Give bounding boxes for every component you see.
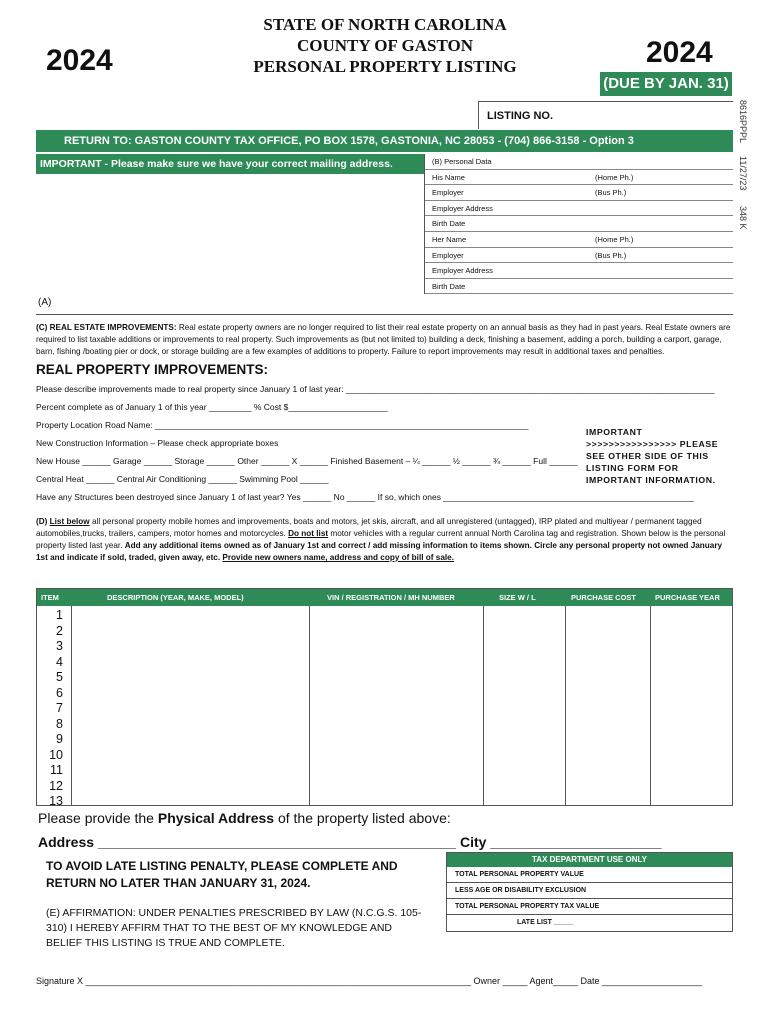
her-name-field[interactable]: Her Name (Home Ph.) <box>425 232 733 248</box>
new-construction-info: New Construction Information – Please check appropriate boxes <box>36 438 279 448</box>
his-employer-address-field[interactable]: Employer Address <box>425 201 733 217</box>
real-property-improvements-title: REAL PROPERTY IMPROVEMENTS: <box>36 362 269 377</box>
column-divider <box>565 606 566 805</box>
physical-address-prompt: Please provide the Physical Address of the property listed above: <box>38 810 451 826</box>
listing-no-field[interactable] <box>478 101 733 129</box>
late-list-row: LATE LIST _____ <box>517 919 574 926</box>
table-row: 5 <box>56 670 63 684</box>
table-row: 2 <box>56 623 63 638</box>
total-pp-value-row: TOTAL PERSONAL PROPERTY VALUE <box>447 867 732 883</box>
personal-property-table <box>36 588 733 806</box>
return-to-bar: RETURN TO: GASTON COUNTY TAX OFFICE, PO BOX 1578, GASTONIA, NC 28053 - (704) 866-3158 - Option 3 <box>36 130 733 152</box>
table-row: 4 <box>56 654 63 669</box>
affirmation-text: (E) AFFIRMATION: UNDER PENALTIES PRESCRIBED BY LAW (N.C.G.S. 105-310) I HEREBY AFFIRM THAT TO THE BEST OF MY KNOWLEDGE AND BELIEF THIS LISTING IS TRUE AND COMPLETE. <box>46 907 422 949</box>
his-employer-field[interactable]: Employer (Bus Ph.) <box>425 185 733 201</box>
column-divider <box>71 606 72 805</box>
total-pp-tax-value-row: TOTAL PERSONAL PROPERTY TAX VALUE <box>447 899 732 915</box>
exclusion-row: LESS AGE OR DISABILITY EXCLUSION <box>447 883 732 899</box>
table-row: 12 <box>49 778 63 793</box>
table-row: 13 <box>49 794 63 808</box>
improvements-description-line[interactable]: Please describe improvements made to real property since January 1 of last year: ______________________________________________________________________________ <box>36 384 715 394</box>
personal-data-box <box>424 154 733 294</box>
column-divider <box>650 606 651 805</box>
important-see-other-side: IMPORTANT >>>>>>>>>>>>>>>> PLEASE SEE OTHER SIDE OF THIS LISTING FORM FOR IMPORTANT INFORMATION. <box>586 427 719 485</box>
section-a-label: (A) <box>38 297 52 308</box>
listing-no-label: LISTING NO. <box>487 110 553 122</box>
tax-department-title: TAX DEPARTMENT USE ONLY <box>447 853 732 867</box>
property-location-line[interactable]: Property Location Road Name: _______________________________________________________________________________ <box>36 420 529 430</box>
header-size: SIZE W / L <box>499 593 536 602</box>
header-description: DESCRIPTION (YEAR, MAKE, MODEL) <box>107 593 244 602</box>
her-employer-address-field[interactable]: Employer Address <box>425 263 733 279</box>
her-birth-date-field[interactable]: Birth Date <box>425 279 733 295</box>
structures-destroyed-line[interactable]: Have any Structures been destroyed since January 1 of last year? Yes ______ No ______ If so, which ones _____________________________________________________ <box>36 492 694 502</box>
title-line-3: PERSONAL PROPERTY LISTING <box>253 57 517 76</box>
important-address-bar: IMPORTANT - Please make sure we have your correct mailing address. <box>36 154 424 174</box>
side-code-1: 8616PPPL <box>738 100 748 144</box>
his-birth-date-field[interactable]: Birth Date <box>425 216 733 232</box>
form-title <box>230 14 540 77</box>
section-c-paragraph <box>36 322 736 358</box>
item-numbers <box>37 608 63 810</box>
year-right: 2024 <box>646 36 713 69</box>
table-row: 11 <box>50 763 63 777</box>
construction-checkboxes-line[interactable]: New House ______ Garage ______ Storage ______ Other ______ X ______ Finished Basement – ¼ ______ ½ ______ ¾ ______ Full ______ <box>36 456 578 466</box>
column-divider <box>483 606 484 805</box>
signature-line[interactable]: Signature X _____________________________________________________________________________ Owner _____ Agent_____ Date ____________________ <box>36 976 703 986</box>
title-line-1: STATE OF NORTH CAROLINA <box>263 15 507 34</box>
table-row: 9 <box>56 732 63 746</box>
heat-air-pool-line[interactable]: Central Heat ______ Central Air Conditioning ______ Swimming Pool ______ <box>36 474 329 484</box>
section-c-heading: (C) REAL ESTATE IMPROVEMENTS: <box>36 323 177 332</box>
table-row: 8 <box>56 716 63 731</box>
personal-data-title: (B) Personal Data <box>425 154 733 170</box>
address-city-line[interactable]: Address ______________________________________________ City ______________________ <box>38 834 662 850</box>
percent-complete-line[interactable]: Percent complete as of January 1 of this year _________ % Cost $_____________________ <box>36 402 388 412</box>
title-line-2: COUNTY OF GASTON <box>296 36 473 55</box>
divider <box>36 314 733 315</box>
table-row: 3 <box>56 639 63 653</box>
header-purchase-year: PURCHASE YEAR <box>655 593 720 602</box>
late-penalty-notice: TO AVOID LATE LISTING PENALTY, PLEASE COMPLETE AND RETURN NO LATER THAN JANUARY 31, 2024. <box>46 859 398 890</box>
table-row: 6 <box>56 685 63 700</box>
side-code-2: 11/27/23 <box>738 156 748 191</box>
column-divider <box>309 606 310 805</box>
mailing-address-box[interactable] <box>36 174 424 314</box>
side-code-3: 348 K <box>738 206 748 230</box>
year-left: 2024 <box>46 44 113 77</box>
her-employer-field[interactable]: Employer (Bus Ph.) <box>425 248 733 264</box>
header-vin: VIN / REGISTRATION / MH NUMBER <box>327 593 455 602</box>
section-c-text: Real estate property owners are no longer required to list their real estate property on an annual basis as they had in past years. Real Estate owners are required to list taxable additions or improvements to real property. Such improvements as (but not limited to) building a deck, finishing a basement, adding a porch, building a carport, garage, barn, fishing /boating pier or dock, or storage building are a few examples of additions to property. Failure to report improvements may result in additional taxes and penalties. <box>36 323 731 356</box>
table-row: 10 <box>49 747 63 762</box>
section-d-paragraph: (D) List below all personal property mobile homes and improvements, boats and motors, jet skis, aircraft, and all unregistered (untagged), IRP plated and multiyear / permanent tagged automobiles,trucks, trailers, campers, motor homes and motorcycles. Do not list motor vehicles with a regular current annual North Carolina tag and registration. Shown below is the personal property listed last year. Add any additional items owned as of January 1st and correct / add missing information to items shown. Circle any personal property not owned January 1st and indicate if sold, traded, given away, etc. Provide new owners name, address and copy of bill of sale. <box>36 517 726 562</box>
table-row: 1 <box>56 608 63 622</box>
tax-department-box <box>446 852 733 932</box>
his-name-field[interactable]: His Name (Home Ph.) <box>425 170 733 186</box>
due-date-badge: (DUE BY JAN. 31) <box>600 72 732 96</box>
header-purchase-cost: PURCHASE COST <box>571 593 637 602</box>
table-header <box>37 589 732 606</box>
table-row: 7 <box>56 701 63 715</box>
header-item: ITEM <box>41 593 59 602</box>
